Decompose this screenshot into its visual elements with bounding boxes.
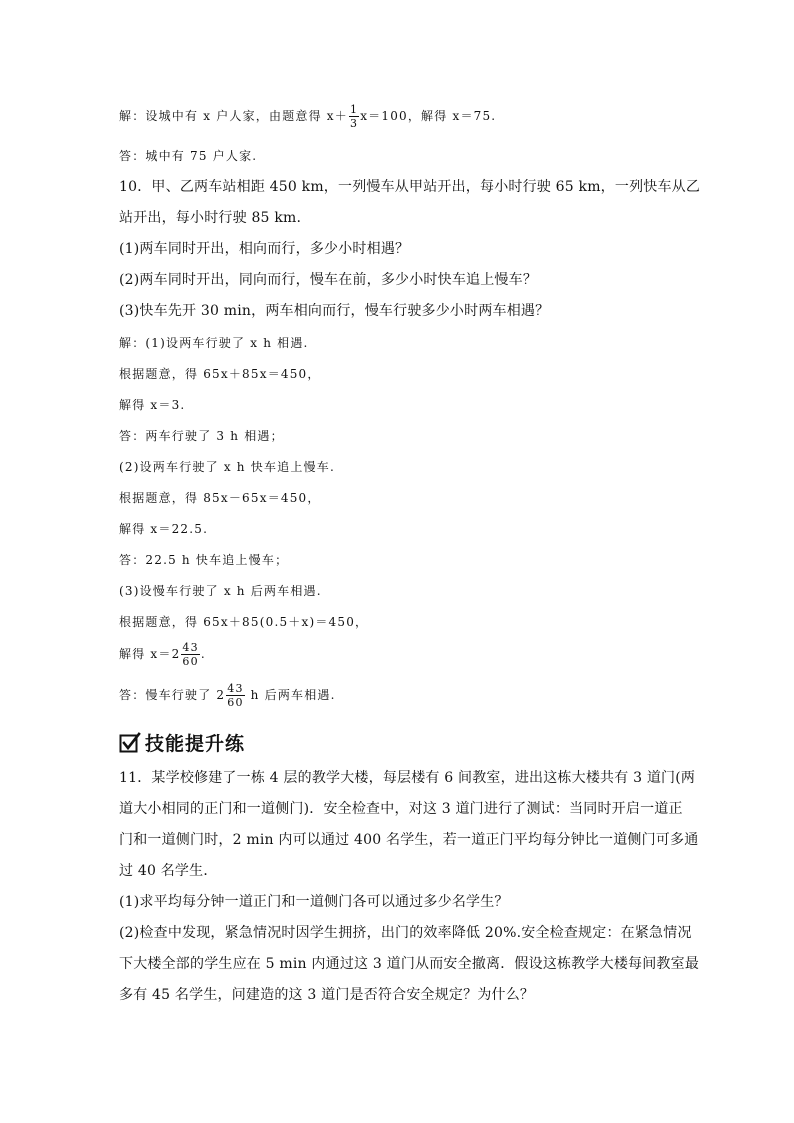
fraction-43-60 <box>181 642 199 667</box>
fraction-43-60 <box>226 683 244 708</box>
fraction-denominator: 60 <box>182 655 199 668</box>
q9-solution-text-end: x＝100，解得 x＝75. <box>360 109 497 123</box>
q10-part1: (1)两车同时开出，相向而行，多少小时相遇？ <box>119 241 410 257</box>
q10-solution-line: 解：(1)设两车行驶了 x h 相遇. <box>119 336 309 350</box>
q10-stem-line2: 站开出，每小时行驶 85 km. <box>119 210 302 226</box>
q10-solution-line: 答：两车行驶了 3 h 相遇； <box>119 429 284 443</box>
solution-text-end: h 后两车相遇. <box>245 688 336 702</box>
q10-part3: (3)快车先开 30 min，两车相向而行，慢车行驶多少小时两车相遇？ <box>119 303 550 319</box>
q11-stem-line: 门和一道侧门时，2 min 内可以通过 400 名学生，若一道正门平均每分钟比一道侧门可多通 <box>119 832 699 848</box>
section-title: 技能提升练 <box>145 733 246 755</box>
fraction-denominator: 3 <box>349 117 359 130</box>
q11-stem-line: 过 40 名学生． <box>119 863 218 879</box>
q10-stem-line1: 10．甲、乙两车站相距 450 km，一列慢车从甲站开出，每小时行驶 65 km，一列快车从乙 <box>119 179 701 195</box>
q9-solution-text: 解：设城中有 x 户人家，由题意得 x＋ <box>119 109 348 123</box>
solution-text-end: . <box>200 647 206 661</box>
fraction-denominator: 60 <box>227 696 244 709</box>
q10-solution-line: 解得 x＝22.5. <box>119 522 209 536</box>
q10-solution-line: 根据题意，得 65x＋85x＝450， <box>119 367 321 381</box>
q11-part2-line: 下大楼全部的学生应在 5 min 内通过这 3 道门从而安全撤离．假设这栋教学大楼每间教室最 <box>119 956 700 972</box>
q11-part1: (1)求平均每分钟一道正门和一道侧门各可以通过多少名学生？ <box>119 894 509 910</box>
q11-part2-line: 多有 45 名学生，问建造的这 3 道门是否符合安全规定？为什么？ <box>119 987 535 1003</box>
q9-solution-line <box>119 104 496 129</box>
fraction-numerator: 43 <box>227 682 244 695</box>
q10-solution-line: 根据题意，得 85x－65x＝450， <box>119 491 321 505</box>
q10-solution-line: (3)设慢车行驶了 x h 后两车相遇. <box>119 584 322 598</box>
solution-text: 解得 x＝2 <box>119 647 181 661</box>
fraction-numerator: 1 <box>349 103 359 116</box>
q10-solution-line: 根据题意，得 65x＋85(0.5＋x)＝450， <box>119 615 369 629</box>
q11-part2-line: (2)检查中发现，紧急情况时因学生拥挤，出门的效率降低 20%.安全检查规定：在紧急情况 <box>119 925 692 941</box>
q10-solution-line: 解得 x＝3. <box>119 398 186 412</box>
checkbox-check-icon <box>119 732 141 754</box>
section-heading <box>119 729 245 756</box>
q9-answer: 答：城中有 75 户人家. <box>119 149 258 163</box>
q10-final-answer <box>119 683 336 708</box>
q10-solution-line: 答：22.5 h 快车追上慢车； <box>119 553 289 567</box>
fraction-one-third <box>349 104 359 129</box>
q10-part2: (2)两车同时开出，同向而行，慢车在前，多少小时快车追上慢车？ <box>119 272 538 288</box>
q11-stem-line: 11．某学校修建了一栋 4 层的教学大楼，每层楼有 6 间教室，进出这栋大楼共有 3 道门(两 <box>119 770 696 786</box>
q10-solution-mixed-number-line <box>119 642 206 667</box>
fraction-numerator: 43 <box>182 641 199 654</box>
q11-stem-line: 道大小相同的正门和一道侧门)．安全检查中，对这 3 道门进行了测试：当同时开启一道正 <box>119 801 683 817</box>
q10-solution-line: (2)设两车行驶了 x h 快车追上慢车. <box>119 460 335 474</box>
solution-text: 答：慢车行驶了 2 <box>119 688 226 702</box>
